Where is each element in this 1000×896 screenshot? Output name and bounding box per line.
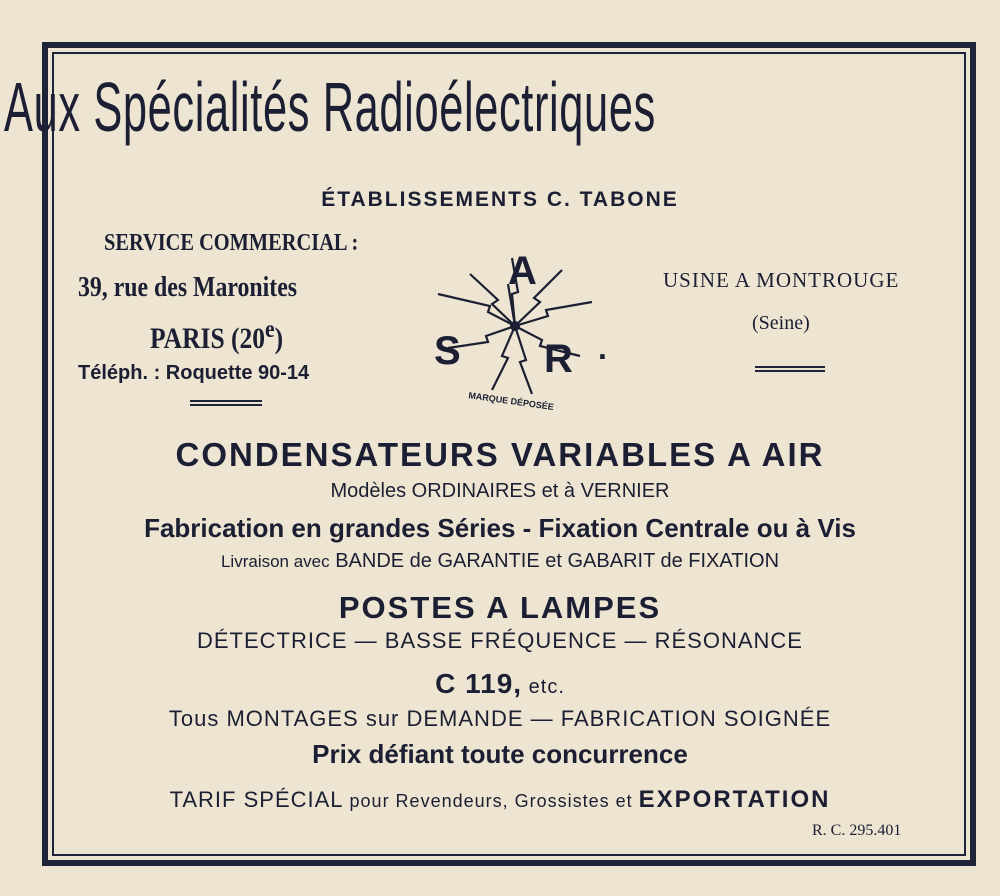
postes-heading: POSTES A LAMPES <box>338 590 662 625</box>
right-double-rule <box>755 366 825 372</box>
detectrice-line: DÉTECTRICE — BASSE FRÉQUENCE — RÉSONANCE <box>197 628 803 653</box>
service-heading: SERVICE COMMERCIAL : <box>104 230 359 256</box>
ad-title: Aux Spécialités Radioélectriques <box>4 68 656 146</box>
factory-region: (Seine) <box>752 312 810 334</box>
establishment-name: ÉTABLISSEMENTS C. TABONE <box>321 188 679 211</box>
logo-letter-s: S <box>434 329 461 373</box>
c119-line: C 119, etc. <box>435 668 565 699</box>
montages-line: Tous MONTAGES sur DEMANDE — FABRICATION SOIGNÉE <box>168 706 832 731</box>
service-city: PARIS (20e) <box>150 314 284 355</box>
logo-letter-r: R <box>544 337 573 381</box>
logo-trademark: MARQUE DÉPOSÉE <box>467 390 555 413</box>
service-phone: Téléph. : Roquette 90-14 <box>78 362 310 384</box>
service-street: 39, rue des Maronites <box>78 272 298 303</box>
logo-letter-a: A <box>508 249 537 293</box>
fabrication-line: Fabrication en grandes Séries - Fixation Centrale ou à Vis <box>144 513 856 543</box>
logo-dot: . <box>598 330 607 366</box>
registry-number: R. C. 295.401 <box>812 822 902 839</box>
modeles-line: Modèles ORDINAIRES et à VERNIER <box>330 480 670 502</box>
livraison-line: Livraison avec BANDE de GARANTIE et GABARIT de FIXATION <box>220 550 780 572</box>
factory-location: USINE A MONTROUGE <box>663 268 900 292</box>
prix-line: Prix défiant toute concurrence <box>312 739 688 769</box>
left-double-rule <box>190 400 262 406</box>
condensateurs-heading: CONDENSATEURS VARIABLES A AIR <box>175 436 825 473</box>
tarif-line: TARIF SPÉCIAL pour Revendeurs, Grossistes et EXPORTATION <box>169 786 831 813</box>
sar-logo <box>430 244 620 414</box>
